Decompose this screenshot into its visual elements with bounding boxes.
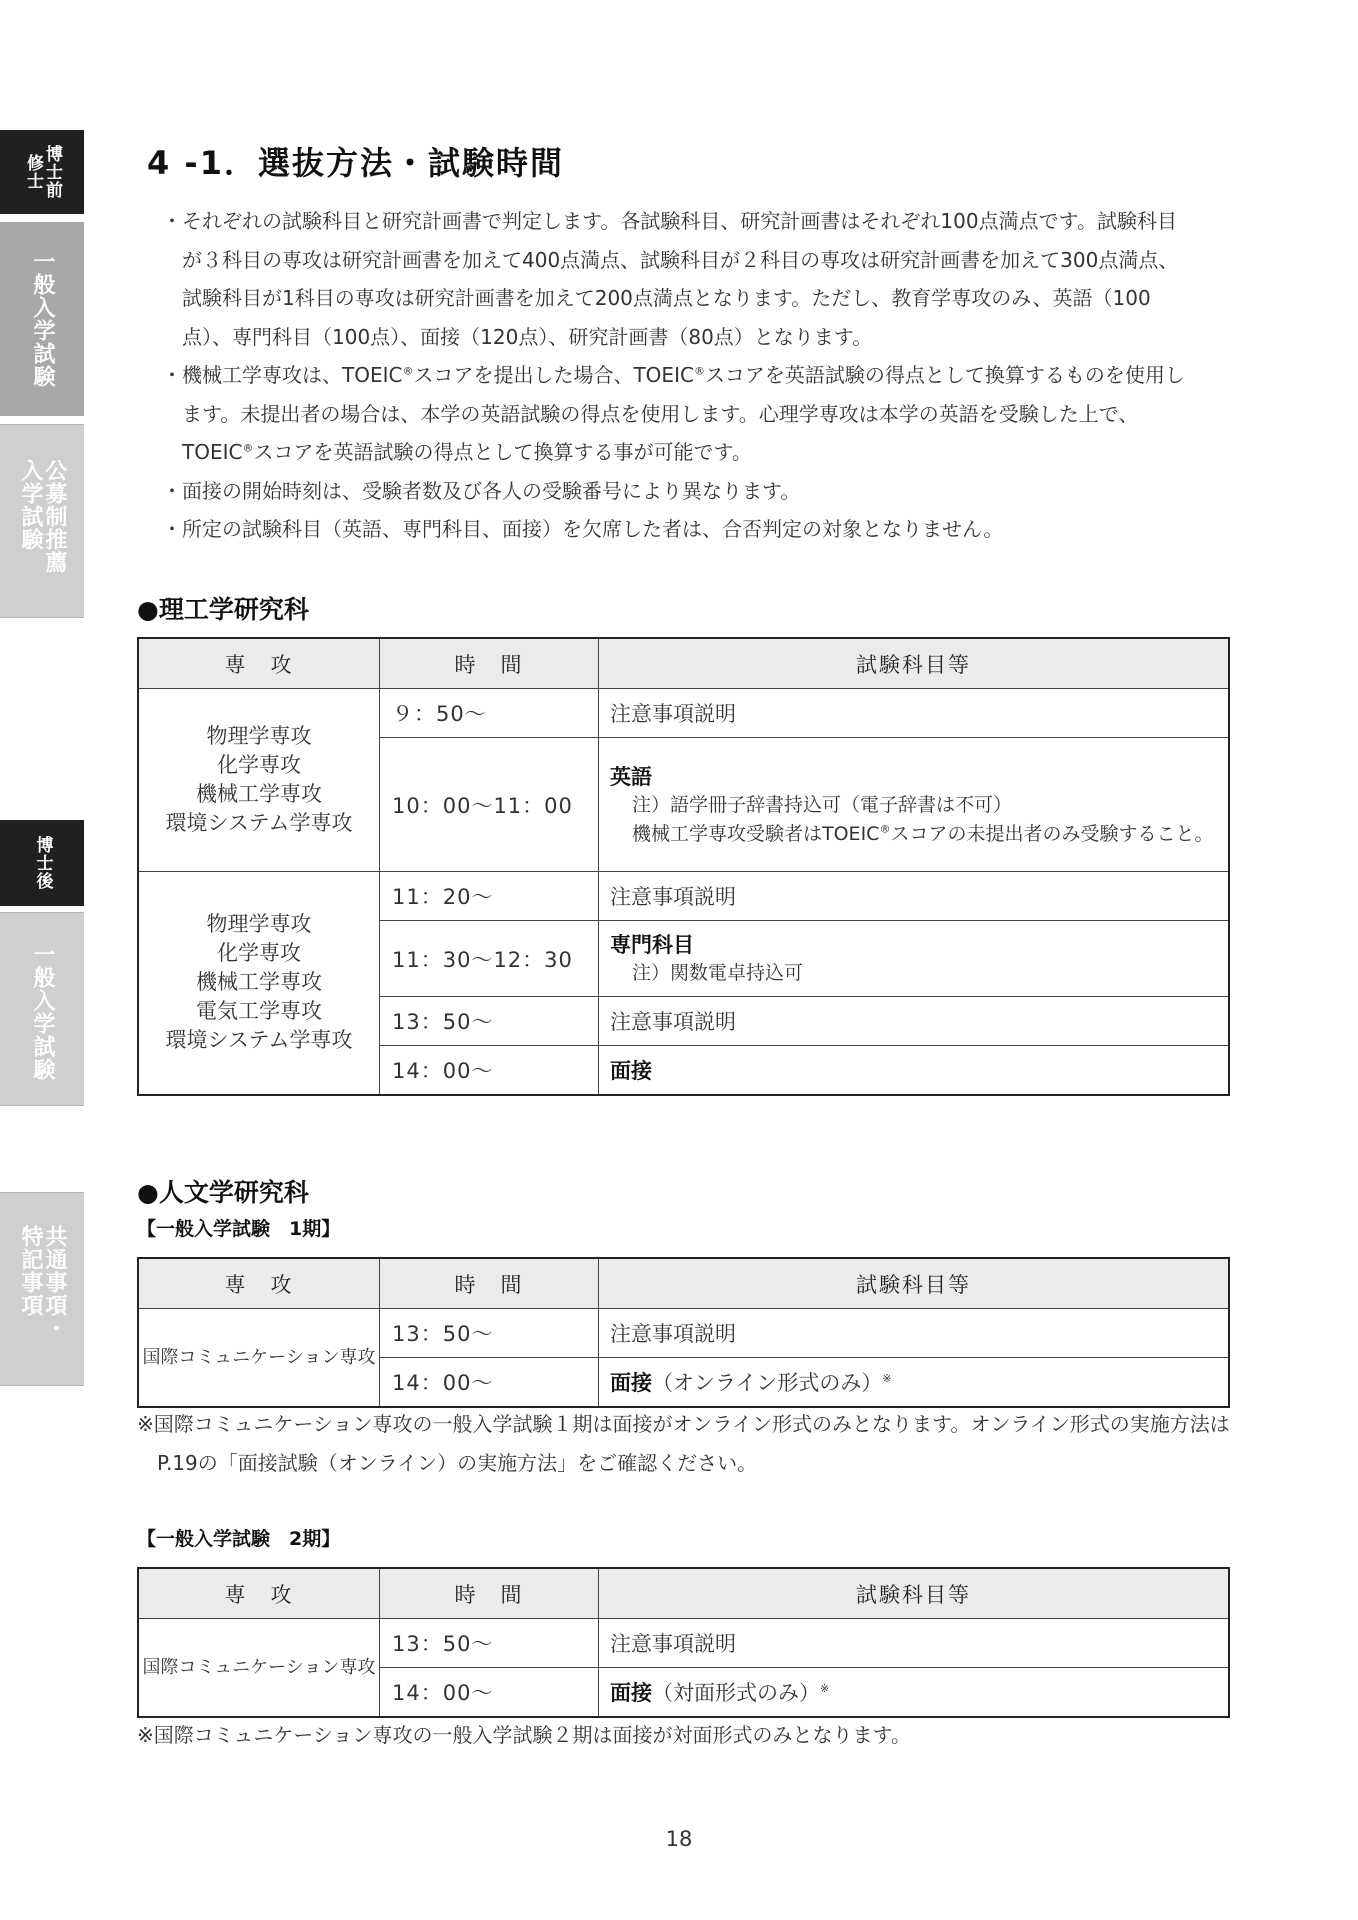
side-tab-text: 修士 (23, 154, 43, 190)
header-major: 専 攻 (138, 638, 380, 689)
side-tab-doctoral-latter[interactable] (0, 820, 84, 906)
header-time: 時 間 (380, 638, 599, 689)
side-tab-text: 特記事項 (18, 1225, 43, 1317)
page-title: 4 -1．選抜方法・試験時間 (147, 144, 564, 182)
time-cell: 10：00～11：00 (380, 738, 599, 872)
period-label: 【一般入学試験 1期】 (137, 1218, 341, 1240)
side-tab-general-exam-2[interactable] (0, 912, 84, 1106)
bullet-item: ・ それぞれの試験科目と研究計画書で判定します。各試験科目、研究計画書はそれぞれ100点満点です。試験科目が３科目の専攻は研究計画書を加えて400点満点、試験科目が２科目の専攻は研究計画書を加えて300点満点、試験科目が1科目の専攻は研究計画書を加えて200点満点となります。ただし、教育学専攻のみ、英語（100点）、専門科目（100点）、面接（120点）、研究計画書（80点）となります。 (162, 202, 1192, 356)
table-header-row (138, 638, 1229, 689)
side-tab-text: 一般入学試験 (30, 943, 55, 1081)
side-tab-text: 入学試験 (18, 459, 43, 551)
table-row (138, 1309, 1229, 1358)
major-list-cell: 物理学専攻 化学専攻 機械工学専攻 環境システム学専攻 (138, 689, 380, 872)
section-heading-science: ●理工学研究科 (137, 595, 309, 624)
bullet-list (162, 202, 1192, 549)
time-cell: 11：20～ (380, 872, 599, 921)
page-number: 18 (665, 1827, 693, 1851)
footnote: ※国際コミュニケーション専攻の一般入学試験２期は面接が対面形式のみとなります。 (137, 1723, 911, 1747)
subject-cell: 注意事項説明 (599, 1619, 1230, 1668)
time-cell: ９：50～ (380, 689, 599, 738)
subject-cell: 注意事項説明 (599, 997, 1230, 1046)
header-time: 時 間 (380, 1568, 599, 1619)
header-subjects: 試験科目等 (599, 638, 1230, 689)
schedule-table-science (137, 637, 1230, 1096)
header-major: 専 攻 (138, 1258, 380, 1309)
header-subjects: 試験科目等 (599, 1258, 1230, 1309)
side-tab-general-exam[interactable] (0, 222, 84, 416)
footnote: ※国際コミュニケーション専攻の一般入学試験１期は面接がオンライン形式のみとなります。オンライン形式の実施方法はP.19の「面接試験（オンライン）の実施方法」をご確認ください。 (137, 1412, 1230, 1475)
subject-cell: 注意事項説明 (599, 689, 1230, 738)
time-cell: 14：00～ (380, 1358, 599, 1407)
subject-cell: 面接（オンライン形式のみ）※ (599, 1358, 1230, 1407)
table-header-row (138, 1258, 1229, 1309)
time-cell: 14：00～ (380, 1046, 599, 1095)
side-tab-common-notes[interactable] (0, 1192, 84, 1386)
schedule-table-humanities-2 (137, 1567, 1230, 1718)
subject-cell: 面接（対面形式のみ）※ (599, 1668, 1230, 1717)
bullet-item: ・ 所定の試験科目（英語、専門科目、面接）を欠席した者は、合否判定の対象となりません。 (162, 510, 1192, 549)
side-tab-text: 一般入学試験 (30, 250, 55, 388)
header-major: 専 攻 (138, 1568, 380, 1619)
time-cell: 13：50～ (380, 1619, 599, 1668)
time-cell: 11：30～12：30 (380, 921, 599, 997)
subject-cell: 注意事項説明 (599, 872, 1230, 921)
side-tab-text: 博士前 (42, 145, 62, 199)
time-cell: 14：00～ (380, 1668, 599, 1717)
table-row (138, 872, 1229, 921)
side-tab-doctoral-first[interactable] (0, 130, 84, 214)
time-cell: 13：50～ (380, 997, 599, 1046)
schedule-table-humanities-1 (137, 1257, 1230, 1408)
major-cell: 国際コミュニケーション専攻 (138, 1619, 380, 1717)
table-row (138, 1619, 1229, 1668)
table-row (138, 689, 1229, 738)
time-cell: 13：50～ (380, 1309, 599, 1358)
section-heading-humanities: ●人文学研究科 (137, 1178, 309, 1207)
subject-cell: 注意事項説明 (599, 1309, 1230, 1358)
side-tab-recommendation-exam[interactable] (0, 424, 84, 618)
header-subjects: 試験科目等 (599, 1568, 1230, 1619)
major-list-cell: 物理学専攻 化学専攻 機械工学専攻 電気工学専攻 環境システム学専攻 (138, 872, 380, 1095)
table-header-row (138, 1568, 1229, 1619)
bullet-item: ・ 機械工学専攻は、TOEIC®スコアを提出した場合、TOEIC®スコアを英語試験の得点として換算するものを使用します。未提出者の場合は、本学の英語試験の得点を使用します。心理学専攻は本学の英語を受験した上で、TOEIC®スコアを英語試験の得点として換算する事が可能です。 (162, 356, 1192, 472)
side-tab-text: 公募制推薦 (42, 459, 67, 574)
bullet-item: ・ 面接の開始時刻は、受験者数及び各人の受験番号により異なります。 (162, 472, 1192, 511)
side-tab-text: 博士後 (32, 836, 53, 890)
subject-cell: 英語 注）語学冊子辞書持込可（電子辞書は不可） 機械工学専攻受験者はTOEIC®スコアの未提出者のみ受験すること。 (599, 738, 1230, 872)
subject-cell: 専門科目 注）関数電卓持込可 (599, 921, 1230, 997)
side-tab-text: 共通事項・ (42, 1225, 67, 1340)
major-cell: 国際コミュニケーション専攻 (138, 1309, 380, 1407)
subject-cell: 面接 (599, 1046, 1230, 1095)
period-label: 【一般入学試験 2期】 (137, 1528, 341, 1550)
header-time: 時 間 (380, 1258, 599, 1309)
